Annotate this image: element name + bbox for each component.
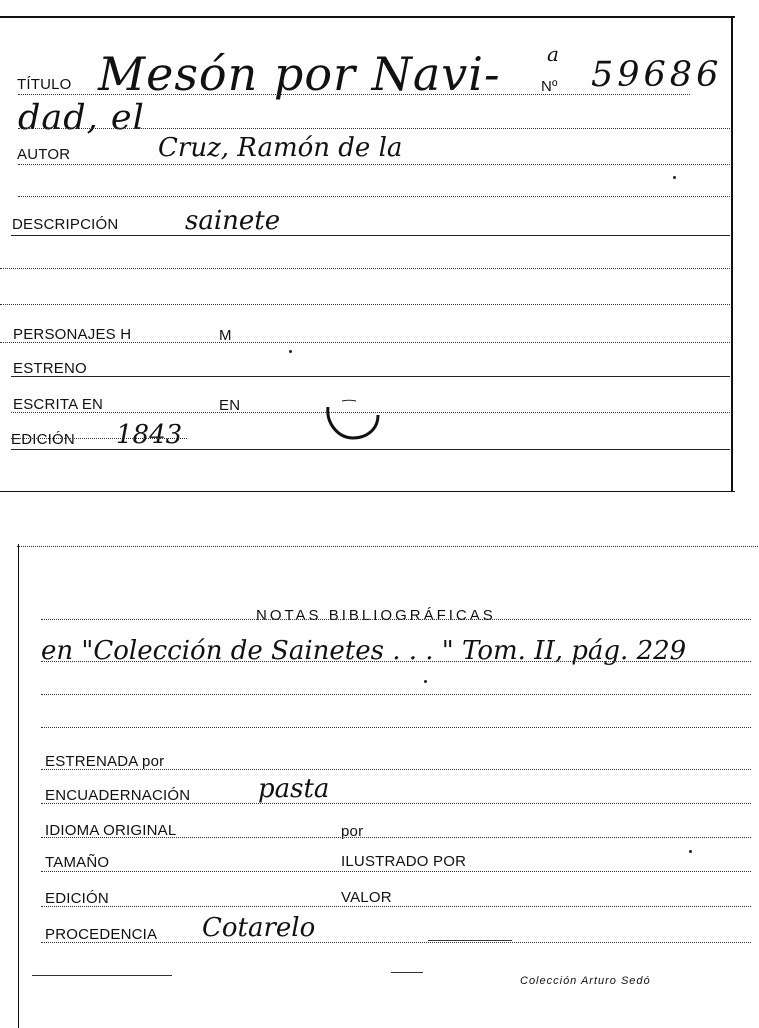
- procedencia-value: Cotarelo: [202, 913, 316, 943]
- autor-mark: [673, 176, 676, 179]
- encuadernacion-line: [41, 803, 751, 804]
- top-card-right-edge: [731, 16, 733, 492]
- personajes-label: PERSONAJES H: [13, 326, 132, 343]
- bottom-card-left-edge: [18, 544, 19, 1028]
- top-card-top-edge: [0, 16, 735, 18]
- titulo-line: [18, 94, 690, 95]
- estreno-label: ESTRENO: [13, 360, 87, 377]
- edicion-strike: [11, 438, 187, 439]
- blank-line-2: [0, 268, 730, 269]
- edicion-bottom-line: [41, 906, 751, 907]
- titulo-continuation-line: [18, 128, 730, 129]
- notas-line-3: [41, 694, 751, 695]
- tamano-line: [41, 871, 751, 872]
- procedencia-dash: [428, 940, 512, 941]
- edicion-bottom-label: EDICIÓN: [45, 890, 109, 907]
- personajes-m-label: M: [219, 327, 232, 344]
- procedencia-line: [41, 942, 751, 943]
- idioma-label: IDIOMA ORIGINAL: [45, 822, 177, 839]
- collection-dash-1: [32, 975, 172, 976]
- top-card-bottom-edge: [0, 491, 735, 492]
- notas-line-4: [41, 727, 751, 728]
- blank-line-1: [18, 196, 730, 197]
- procedencia-label: PROCEDENCIA: [45, 926, 158, 943]
- bottom-card-top-line: [17, 546, 758, 547]
- autor-line: [18, 164, 730, 165]
- edicion-line: [11, 449, 730, 450]
- titulo-label: TÍTULO: [17, 76, 72, 93]
- estrenada-label: ESTRENADA por: [45, 753, 165, 770]
- collection-dash-2: [391, 972, 423, 973]
- personajes-mark: [289, 350, 292, 353]
- catalog-card-top: [0, 0, 735, 492]
- notas-title: NOTAS BIBLIOGRÁFICAS: [256, 607, 496, 624]
- idioma-line: [41, 837, 751, 838]
- edicion-label: EDICIÓN: [11, 431, 75, 448]
- blank-line-3: [0, 304, 730, 305]
- numero-value: 59686: [591, 55, 723, 95]
- notas-line-2: [41, 661, 751, 662]
- tamano-label: TAMAÑO: [45, 854, 110, 871]
- descripcion-label: DESCRIPCIÓN: [12, 216, 119, 233]
- descripcion-value: sainete: [185, 206, 281, 236]
- encuadernacion-value: pasta: [258, 774, 330, 804]
- edicion-value: 1843: [116, 420, 183, 450]
- estreno-line: [11, 376, 730, 377]
- escrita-label: ESCRITA EN: [13, 396, 104, 413]
- valor-label: VALOR: [341, 889, 392, 906]
- descripcion-line: [11, 235, 730, 236]
- notas-value: en "Colección de Sainetes . . . " Tom. II, pág. 229: [41, 636, 687, 666]
- idioma-mark: [689, 850, 692, 853]
- autor-value: Cruz, Ramón de la: [158, 133, 403, 163]
- personajes-line: [0, 342, 730, 343]
- numero-prefix: a: [547, 42, 559, 66]
- catalog-card-bottom: [16, 544, 759, 1028]
- collection-label: Colección Arturo Sedó: [520, 975, 651, 987]
- escrita-en-label: EN: [219, 397, 241, 414]
- autor-label: AUTOR: [17, 146, 71, 163]
- numero-label: Nº: [541, 78, 558, 95]
- titulo-value-line2: dad, el: [18, 98, 145, 138]
- notas-mark: [424, 680, 427, 683]
- titulo-value-line1: Mesón por Navi-: [98, 47, 501, 101]
- ilustrado-label: ILUSTRADO POR: [341, 853, 467, 870]
- circular-stamp: [324, 399, 382, 441]
- por-label: por: [341, 823, 364, 840]
- notas-line-1: [41, 619, 751, 620]
- encuadernacion-label: ENCUADERNACIÓN: [45, 787, 191, 804]
- estrenada-line: [41, 769, 751, 770]
